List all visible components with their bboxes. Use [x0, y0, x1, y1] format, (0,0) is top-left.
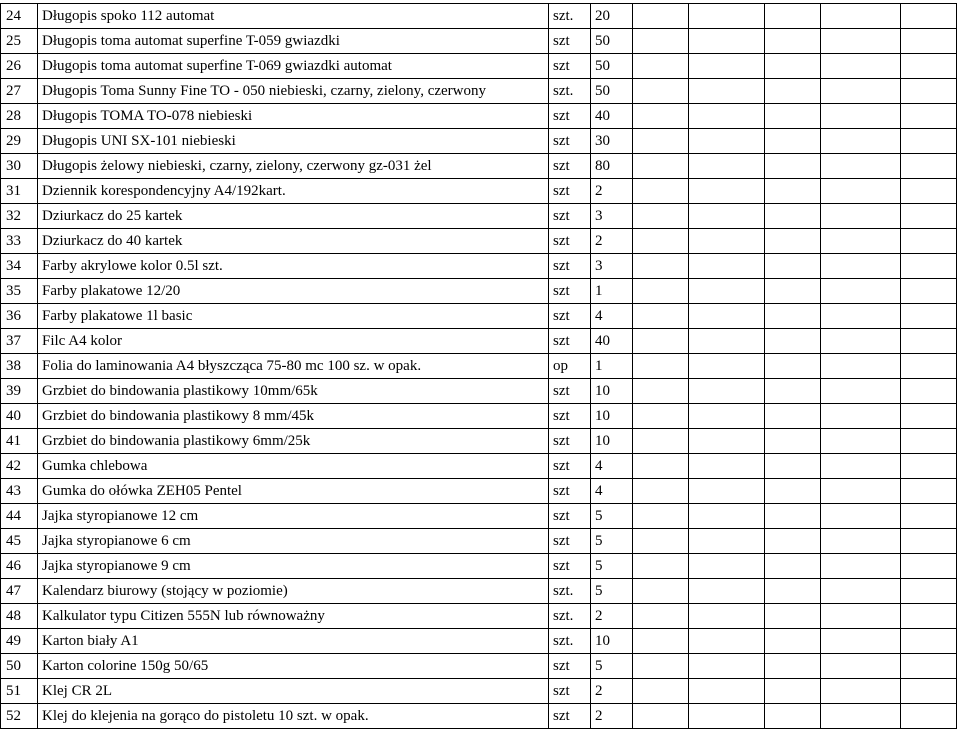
empty-cell — [689, 354, 765, 379]
item-name-cell: Dziurkacz do 40 kartek — [38, 229, 549, 254]
empty-cell — [901, 304, 957, 329]
quantity-cell: 2 — [591, 704, 633, 729]
quantity-cell: 80 — [591, 154, 633, 179]
item-name-cell: Grzbiet do bindowania plastikowy 10mm/65k — [38, 379, 549, 404]
empty-cell — [765, 54, 821, 79]
item-name-cell: Długopis toma automat superfine T-069 gwiazdki automat — [38, 54, 549, 79]
item-name-cell: Grzbiet do bindowania plastikowy 6mm/25k — [38, 429, 549, 454]
row-number-cell: 30 — [1, 154, 38, 179]
table-row — [1, 304, 957, 329]
empty-cell — [901, 179, 957, 204]
quantity-cell: 1 — [591, 279, 633, 304]
empty-cell — [633, 179, 689, 204]
empty-cell — [901, 54, 957, 79]
empty-cell — [689, 254, 765, 279]
empty-cell — [821, 529, 901, 554]
empty-cell — [821, 479, 901, 504]
empty-cell — [821, 654, 901, 679]
item-name-cell: Farby akrylowe kolor 0.5l szt. — [38, 254, 549, 279]
table-row — [1, 279, 957, 304]
unit-cell: szt — [549, 479, 591, 504]
empty-cell — [821, 54, 901, 79]
empty-cell — [633, 479, 689, 504]
row-number-cell: 33 — [1, 229, 38, 254]
row-number-cell: 50 — [1, 654, 38, 679]
table-row — [1, 4, 957, 29]
unit-cell: szt — [549, 204, 591, 229]
empty-cell — [901, 679, 957, 704]
empty-cell — [689, 679, 765, 704]
unit-cell: szt — [549, 379, 591, 404]
item-name-cell: Karton colorine 150g 50/65 — [38, 654, 549, 679]
empty-cell — [689, 329, 765, 354]
empty-cell — [633, 704, 689, 729]
row-number-cell: 40 — [1, 404, 38, 429]
empty-cell — [765, 654, 821, 679]
empty-cell — [821, 104, 901, 129]
empty-cell — [689, 704, 765, 729]
table-row — [1, 404, 957, 429]
empty-cell — [901, 654, 957, 679]
table-row — [1, 679, 957, 704]
empty-cell — [633, 254, 689, 279]
quantity-cell: 3 — [591, 254, 633, 279]
empty-cell — [689, 429, 765, 454]
empty-cell — [689, 504, 765, 529]
unit-cell: szt — [549, 529, 591, 554]
quantity-cell: 5 — [591, 654, 633, 679]
empty-cell — [901, 229, 957, 254]
empty-cell — [633, 454, 689, 479]
empty-cell — [633, 304, 689, 329]
quantity-cell: 2 — [591, 229, 633, 254]
empty-cell — [901, 129, 957, 154]
unit-cell: szt — [549, 29, 591, 54]
empty-cell — [689, 204, 765, 229]
empty-cell — [689, 279, 765, 304]
table-row — [1, 479, 957, 504]
empty-cell — [633, 154, 689, 179]
empty-cell — [633, 379, 689, 404]
table-row — [1, 104, 957, 129]
table-row — [1, 379, 957, 404]
empty-cell — [821, 704, 901, 729]
empty-cell — [633, 54, 689, 79]
row-number-cell: 48 — [1, 604, 38, 629]
empty-cell — [821, 79, 901, 104]
quantity-cell: 5 — [591, 529, 633, 554]
quantity-cell: 10 — [591, 404, 633, 429]
row-number-cell: 38 — [1, 354, 38, 379]
table-row — [1, 429, 957, 454]
empty-cell — [901, 329, 957, 354]
quantity-cell: 10 — [591, 629, 633, 654]
empty-cell — [689, 154, 765, 179]
empty-cell — [633, 229, 689, 254]
empty-cell — [901, 629, 957, 654]
empty-cell — [633, 629, 689, 654]
quantity-cell: 2 — [591, 179, 633, 204]
unit-cell: szt — [549, 104, 591, 129]
row-number-cell: 34 — [1, 254, 38, 279]
empty-cell — [689, 104, 765, 129]
unit-cell: szt — [549, 154, 591, 179]
empty-cell — [765, 404, 821, 429]
item-name-cell: Grzbiet do bindowania plastikowy 8 mm/45k — [38, 404, 549, 429]
unit-cell: szt. — [549, 604, 591, 629]
table-row — [1, 129, 957, 154]
unit-cell: szt — [549, 704, 591, 729]
quantity-cell: 50 — [591, 29, 633, 54]
item-name-cell: Długopis TOMA TO-078 niebieski — [38, 104, 549, 129]
empty-cell — [633, 354, 689, 379]
empty-cell — [633, 129, 689, 154]
empty-cell — [689, 79, 765, 104]
item-name-cell: Klej CR 2L — [38, 679, 549, 704]
empty-cell — [633, 504, 689, 529]
unit-cell: szt — [549, 229, 591, 254]
table-row — [1, 529, 957, 554]
empty-cell — [821, 129, 901, 154]
row-number-cell: 28 — [1, 104, 38, 129]
empty-cell — [765, 229, 821, 254]
table-row — [1, 504, 957, 529]
empty-cell — [901, 579, 957, 604]
table-row — [1, 179, 957, 204]
empty-cell — [689, 29, 765, 54]
item-name-cell: Gumka do ołówka ZEH05 Pentel — [38, 479, 549, 504]
unit-cell: szt. — [549, 579, 591, 604]
row-number-cell: 31 — [1, 179, 38, 204]
table-row — [1, 329, 957, 354]
empty-cell — [633, 329, 689, 354]
quantity-cell: 50 — [591, 79, 633, 104]
row-number-cell: 24 — [1, 4, 38, 29]
quantity-cell: 40 — [591, 104, 633, 129]
empty-cell — [765, 629, 821, 654]
unit-cell: szt — [549, 279, 591, 304]
empty-cell — [821, 354, 901, 379]
item-name-cell: Karton biały A1 — [38, 629, 549, 654]
empty-cell — [901, 704, 957, 729]
empty-cell — [633, 104, 689, 129]
table-row — [1, 54, 957, 79]
item-name-cell: Filc A4 kolor — [38, 329, 549, 354]
unit-cell: szt — [549, 504, 591, 529]
empty-cell — [689, 129, 765, 154]
empty-cell — [821, 179, 901, 204]
row-number-cell: 25 — [1, 29, 38, 54]
item-name-cell: Długopis spoko 112 automat — [38, 4, 549, 29]
row-number-cell: 49 — [1, 629, 38, 654]
table-row — [1, 29, 957, 54]
empty-cell — [633, 404, 689, 429]
row-number-cell: 35 — [1, 279, 38, 304]
row-number-cell: 43 — [1, 479, 38, 504]
table-row — [1, 454, 957, 479]
row-number-cell: 42 — [1, 454, 38, 479]
product-table-container — [0, 3, 957, 729]
empty-cell — [821, 579, 901, 604]
empty-cell — [765, 79, 821, 104]
empty-cell — [765, 179, 821, 204]
empty-cell — [689, 479, 765, 504]
empty-cell — [689, 304, 765, 329]
empty-cell — [689, 454, 765, 479]
table-row — [1, 629, 957, 654]
empty-cell — [901, 604, 957, 629]
empty-cell — [765, 4, 821, 29]
empty-cell — [765, 104, 821, 129]
item-name-cell: Dziennik korespondencyjny A4/192kart. — [38, 179, 549, 204]
empty-cell — [901, 504, 957, 529]
unit-cell: szt. — [549, 79, 591, 104]
empty-cell — [689, 404, 765, 429]
quantity-cell: 1 — [591, 354, 633, 379]
empty-cell — [821, 254, 901, 279]
unit-cell: szt — [549, 554, 591, 579]
item-name-cell: Gumka chlebowa — [38, 454, 549, 479]
empty-cell — [633, 679, 689, 704]
quantity-cell: 4 — [591, 479, 633, 504]
item-name-cell: Długopis Toma Sunny Fine TO - 050 niebieski, czarny, zielony, czerwony — [38, 79, 549, 104]
empty-cell — [633, 554, 689, 579]
unit-cell: szt. — [549, 629, 591, 654]
empty-cell — [901, 479, 957, 504]
empty-cell — [821, 329, 901, 354]
empty-cell — [765, 679, 821, 704]
unit-cell: szt. — [549, 4, 591, 29]
empty-cell — [765, 479, 821, 504]
empty-cell — [821, 204, 901, 229]
item-name-cell: Długopis toma automat superfine T-059 gwiazdki — [38, 29, 549, 54]
empty-cell — [901, 104, 957, 129]
empty-cell — [901, 404, 957, 429]
unit-cell: op — [549, 354, 591, 379]
empty-cell — [765, 129, 821, 154]
row-number-cell: 39 — [1, 379, 38, 404]
empty-cell — [633, 204, 689, 229]
empty-cell — [821, 154, 901, 179]
item-name-cell: Długopis żelowy niebieski, czarny, zielony, czerwony gz-031 żel — [38, 154, 549, 179]
table-row — [1, 204, 957, 229]
empty-cell — [821, 4, 901, 29]
row-number-cell: 26 — [1, 54, 38, 79]
table-row — [1, 254, 957, 279]
empty-cell — [689, 554, 765, 579]
empty-cell — [689, 604, 765, 629]
quantity-cell: 5 — [591, 554, 633, 579]
row-number-cell: 32 — [1, 204, 38, 229]
quantity-cell: 10 — [591, 379, 633, 404]
empty-cell — [821, 279, 901, 304]
unit-cell: szt — [549, 654, 591, 679]
empty-cell — [633, 529, 689, 554]
empty-cell — [821, 554, 901, 579]
table-row — [1, 604, 957, 629]
table-row — [1, 79, 957, 104]
table-body — [1, 4, 957, 729]
empty-cell — [765, 604, 821, 629]
empty-cell — [765, 354, 821, 379]
table-row — [1, 354, 957, 379]
empty-cell — [901, 154, 957, 179]
empty-cell — [821, 629, 901, 654]
empty-cell — [821, 379, 901, 404]
empty-cell — [765, 529, 821, 554]
quantity-cell: 50 — [591, 54, 633, 79]
quantity-cell: 4 — [591, 454, 633, 479]
empty-cell — [689, 654, 765, 679]
empty-cell — [633, 79, 689, 104]
empty-cell — [633, 279, 689, 304]
empty-cell — [765, 254, 821, 279]
quantity-cell: 2 — [591, 679, 633, 704]
row-number-cell: 41 — [1, 429, 38, 454]
empty-cell — [689, 179, 765, 204]
table-row — [1, 579, 957, 604]
empty-cell — [821, 404, 901, 429]
row-number-cell: 45 — [1, 529, 38, 554]
quantity-cell: 2 — [591, 604, 633, 629]
unit-cell: szt — [549, 254, 591, 279]
empty-cell — [765, 379, 821, 404]
item-name-cell: Jajka styropianowe 6 cm — [38, 529, 549, 554]
row-number-cell: 37 — [1, 329, 38, 354]
unit-cell: szt — [549, 429, 591, 454]
table-row — [1, 154, 957, 179]
item-name-cell: Jajka styropianowe 12 cm — [38, 504, 549, 529]
row-number-cell: 44 — [1, 504, 38, 529]
empty-cell — [765, 554, 821, 579]
empty-cell — [821, 304, 901, 329]
empty-cell — [765, 204, 821, 229]
unit-cell: szt — [549, 129, 591, 154]
product-table — [0, 3, 957, 729]
row-number-cell: 36 — [1, 304, 38, 329]
item-name-cell: Kalkulator typu Citizen 555N lub równoważny — [38, 604, 549, 629]
empty-cell — [821, 504, 901, 529]
empty-cell — [689, 529, 765, 554]
quantity-cell: 5 — [591, 579, 633, 604]
item-name-cell: Klej do klejenia na gorąco do pistoletu 10 szt. w opak. — [38, 704, 549, 729]
empty-cell — [765, 29, 821, 54]
row-number-cell: 29 — [1, 129, 38, 154]
item-name-cell: Jajka styropianowe 9 cm — [38, 554, 549, 579]
unit-cell: szt — [549, 404, 591, 429]
row-number-cell: 27 — [1, 79, 38, 104]
empty-cell — [821, 679, 901, 704]
empty-cell — [633, 579, 689, 604]
quantity-cell: 3 — [591, 204, 633, 229]
empty-cell — [901, 79, 957, 104]
table-row — [1, 554, 957, 579]
empty-cell — [901, 529, 957, 554]
unit-cell: szt — [549, 304, 591, 329]
unit-cell: szt — [549, 329, 591, 354]
empty-cell — [765, 504, 821, 529]
quantity-cell: 20 — [591, 4, 633, 29]
empty-cell — [765, 704, 821, 729]
item-name-cell: Farby plakatowe 12/20 — [38, 279, 549, 304]
empty-cell — [633, 604, 689, 629]
unit-cell: szt — [549, 54, 591, 79]
empty-cell — [633, 429, 689, 454]
empty-cell — [821, 229, 901, 254]
row-number-cell: 46 — [1, 554, 38, 579]
table-row — [1, 704, 957, 729]
empty-cell — [633, 29, 689, 54]
empty-cell — [765, 304, 821, 329]
empty-cell — [765, 579, 821, 604]
empty-cell — [633, 4, 689, 29]
unit-cell: szt — [549, 454, 591, 479]
unit-cell: szt — [549, 679, 591, 704]
empty-cell — [689, 629, 765, 654]
row-number-cell: 47 — [1, 579, 38, 604]
empty-cell — [901, 354, 957, 379]
empty-cell — [821, 604, 901, 629]
empty-cell — [689, 579, 765, 604]
empty-cell — [689, 379, 765, 404]
quantity-cell: 10 — [591, 429, 633, 454]
row-number-cell: 52 — [1, 704, 38, 729]
empty-cell — [765, 279, 821, 304]
empty-cell — [765, 154, 821, 179]
empty-cell — [633, 654, 689, 679]
empty-cell — [901, 454, 957, 479]
empty-cell — [821, 454, 901, 479]
empty-cell — [689, 4, 765, 29]
empty-cell — [765, 429, 821, 454]
item-name-cell: Kalendarz biurowy (stojący w poziomie) — [38, 579, 549, 604]
empty-cell — [901, 379, 957, 404]
empty-cell — [765, 329, 821, 354]
item-name-cell: Farby plakatowe 1l basic — [38, 304, 549, 329]
quantity-cell: 5 — [591, 504, 633, 529]
empty-cell — [901, 254, 957, 279]
row-number-cell: 51 — [1, 679, 38, 704]
empty-cell — [901, 279, 957, 304]
quantity-cell: 40 — [591, 329, 633, 354]
empty-cell — [901, 29, 957, 54]
item-name-cell: Długopis UNI SX-101 niebieski — [38, 129, 549, 154]
empty-cell — [901, 4, 957, 29]
item-name-cell: Folia do laminowania A4 błyszcząca 75-80 mc 100 sz. w opak. — [38, 354, 549, 379]
empty-cell — [901, 204, 957, 229]
empty-cell — [765, 454, 821, 479]
empty-cell — [821, 29, 901, 54]
table-row — [1, 654, 957, 679]
empty-cell — [901, 429, 957, 454]
empty-cell — [821, 429, 901, 454]
quantity-cell: 30 — [591, 129, 633, 154]
item-name-cell: Dziurkacz do 25 kartek — [38, 204, 549, 229]
empty-cell — [901, 554, 957, 579]
empty-cell — [689, 229, 765, 254]
unit-cell: szt — [549, 179, 591, 204]
empty-cell — [689, 54, 765, 79]
table-row — [1, 229, 957, 254]
quantity-cell: 4 — [591, 304, 633, 329]
